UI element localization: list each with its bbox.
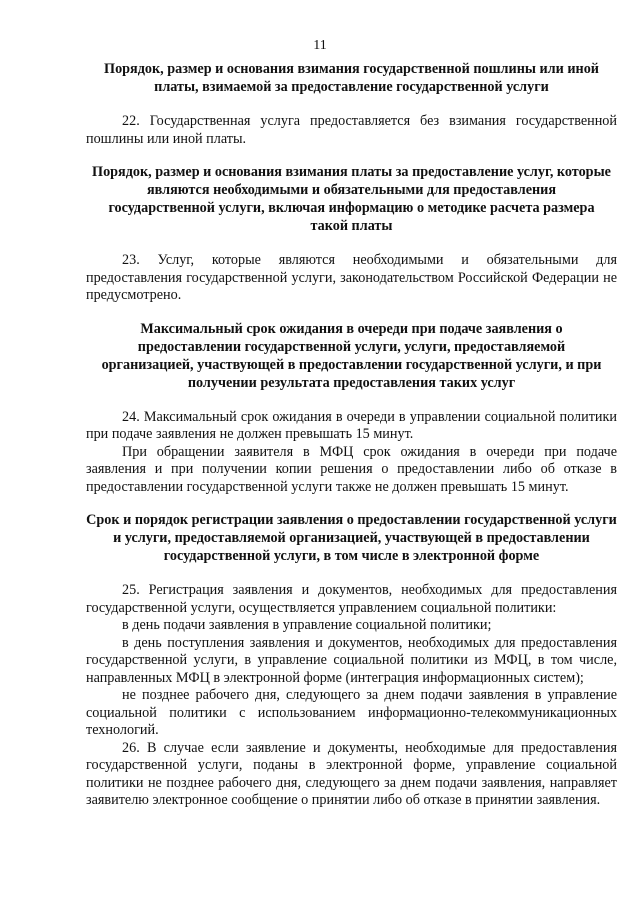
paragraph: При обращении заявителя в МФЦ срок ожидания в очереди при подаче заявления и при получении копии решения о предоставлении либо об отказе в предоставлении государственной услуги также не должен превышать 15 минут. [86,443,617,495]
page-number: 11 [313,38,327,53]
section-heading: Порядок, размер и основания взимания платы за предоставление услуг, которые являются необходимыми и обязательными для предоставления государственной услуги, включая информацию о методике расчета размера такой платы [92,164,611,234]
paragraph: 22. Государственная услуга предоставляется без взимания государственной пошлины или иной платы. [86,113,617,147]
section-heading: Максимальный срок ожидания в очереди при подаче заявления о предоставлении государственной услуги, услуги, предоставляемой организацией, участвующей в предоставлении государственной услуги, и при получении результата предоставления таких услуг [101,320,602,391]
paragraph: 24. Максимальный срок ожидания в очереди в управлении социальной политики при подаче заявления не должен превышать 15 минут. [86,408,617,442]
paragraph: в день подачи заявления в управление социальной политики; [122,617,492,633]
paragraph: 25. Регистрация заявления и документов, необходимых для предоставления государственной услуги, осуществляется управлением социальной политики: [86,582,617,616]
section-heading: Срок и порядок регистрации заявления о предоставлении государственной услуги и услуги, предоставляемой организацией, участвующей в предоставлении государственной услуги, в том числе в электронной форме [86,512,617,564]
paragraph: 23. Услуг, которые являются необходимыми и обязательными для предоставления государственной услуги, законодательством Российской Федерации не предусмотрено. [86,252,617,303]
paragraph: не позднее рабочего дня, следующего за днем подачи заявления в управление социальной политики с использованием информационно-телекоммуникационных технологий. [86,687,617,738]
document-body [86,60,617,810]
section-heading: Порядок, размер и основания взимания государственной пошлины или иной платы, взимаемой за предоставление государственной услуги [104,61,599,95]
paragraph: 26. В случае если заявление и документы, необходимые для предоставления государственной услуги, поданы в электронной форме, управление социальной политики не позднее рабочего дня, следующего за днем подачи заявления, направляет заявителю электронное сообщение о принятии либо об отказе в принятии заявления. [86,739,617,808]
paragraph: в день поступления заявления и документов, необходимых для предоставления государственной услуги, в управление социальной политики из МФЦ, в том числе, направленных МФЦ в электронной форме (интеграция информационных систем); [86,634,617,686]
